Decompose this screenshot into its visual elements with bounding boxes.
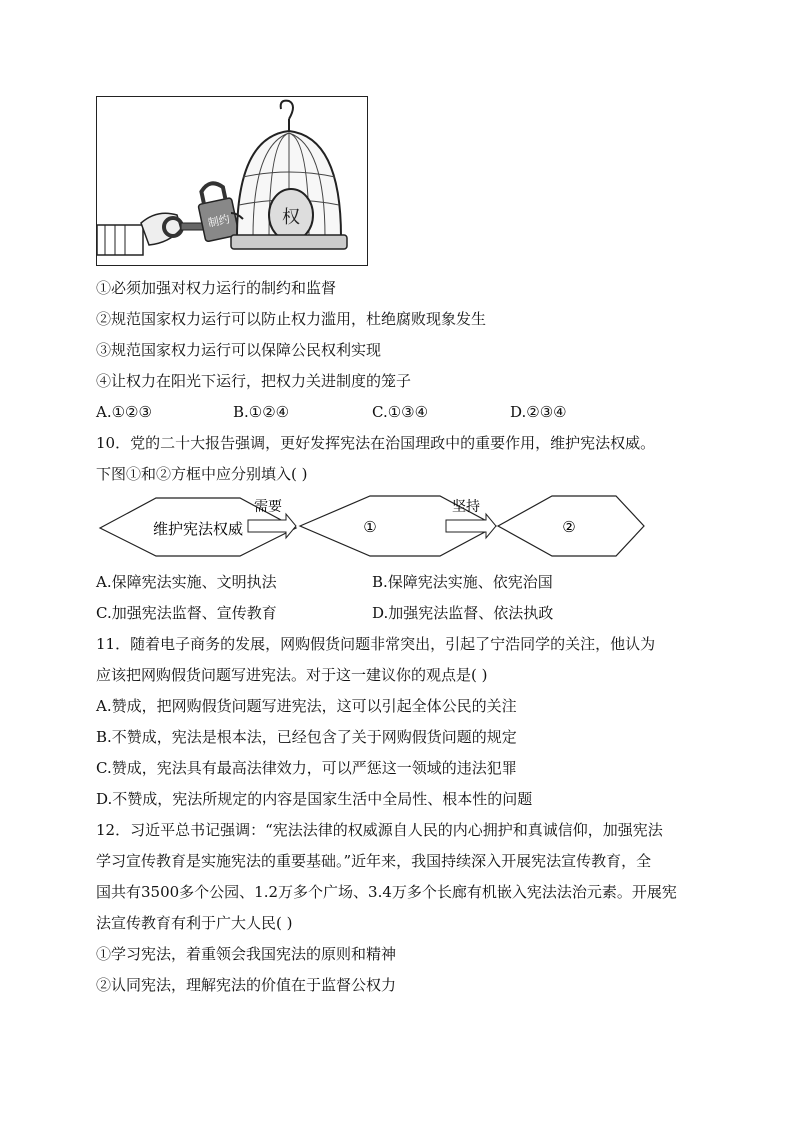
q12-item-2: ②认同宪法，理解宪法的价值在于监督公权力 <box>96 976 397 994</box>
q11-option-b[interactable]: B.不赞成，宪法是根本法，已经包含了关于网购假货问题的规定 <box>96 728 517 746</box>
q12-stem-line-1: 12．习近平总书记强调：“宪法法律的权威源自人民的内心拥护和真诚信仰，加强宪法 <box>96 821 663 839</box>
q9-option-c[interactable]: C.①③④ <box>372 403 429 421</box>
q11-option-d[interactable]: D.不赞成，宪法所规定的内容是国家生活中全局性、根本性的问题 <box>96 790 533 808</box>
q12-item-1: ①学习宪法，着重领会我国宪法的原则和精神 <box>96 945 397 963</box>
q10-option-b[interactable]: B.保障宪法实施、依宪治国 <box>372 573 553 591</box>
q10-flow-diagram <box>96 494 648 558</box>
diagram-box-1-label: 维护宪法权威 <box>152 520 244 538</box>
cage-power-label: 权 <box>282 207 300 228</box>
cartoon-figure <box>96 96 368 266</box>
q10-stem-line-2: 下图①和②方框中应分别填入( ) <box>96 465 308 483</box>
q9-item-1: ①必须加强对权力运行的制约和监督 <box>96 279 337 297</box>
q11-stem-line-2: 应该把网购假货问题写进宪法。对于这一建议你的观点是( ) <box>96 666 488 684</box>
q9-option-d[interactable]: D.②③④ <box>510 403 567 421</box>
diagram-box-2-label: ① <box>363 518 377 536</box>
q12-stem-line-4: 法宣传教育有利于广大人民( ) <box>96 914 293 932</box>
q9-item-3: ③规范国家权力运行可以保障公民权利实现 <box>96 341 382 359</box>
q10-option-c[interactable]: C.加强宪法监督、宣传教育 <box>96 604 277 622</box>
lock-label: 制约 <box>206 212 232 230</box>
q9-option-b[interactable]: B.①②④ <box>233 403 290 421</box>
diagram-box-3-label: ② <box>562 518 576 536</box>
q11-option-c[interactable]: C.赞成，宪法具有最高法律效力，可以严惩这一领域的违法犯罪 <box>96 759 517 777</box>
cage-lock-illustration <box>97 97 367 265</box>
q9-option-a[interactable]: A.①②③ <box>96 403 152 421</box>
q9-item-2: ②规范国家权力运行可以防止权力滥用，杜绝腐败现象发生 <box>96 310 487 328</box>
q9-item-4: ④让权力在阳光下运行，把权力关进制度的笼子 <box>96 372 412 390</box>
q11-option-a[interactable]: A.赞成，把网购假货问题写进宪法，这可以引起全体公民的关注 <box>96 697 517 715</box>
q12-stem-line-3: 国共有3500多个公园、1.2万多个广场、3.4万多个长廊有机嵌入宪法法治元素。开展宪 <box>96 883 677 901</box>
diagram-arrow-1-label: 需要 <box>254 499 282 515</box>
q12-stem-line-2: 学习宣传教育是实施宪法的重要基础。”近年来，我国持续深入开展宪法宣传教育，全 <box>96 852 652 870</box>
q10-stem-line-1: 10．党的二十大报告强调，更好发挥宪法在治国理政中的重要作用，维护宪法权威。 <box>96 434 656 452</box>
q11-stem-line-1: 11．随着电子商务的发展，网购假货问题非常突出，引起了宁浩同学的关注，他认为 <box>96 635 656 653</box>
q10-option-a[interactable]: A.保障宪法实施、文明执法 <box>96 573 277 591</box>
q10-option-d[interactable]: D.加强宪法监督、依法执政 <box>372 604 554 622</box>
diagram-arrow-2-label: 坚持 <box>452 499 480 515</box>
